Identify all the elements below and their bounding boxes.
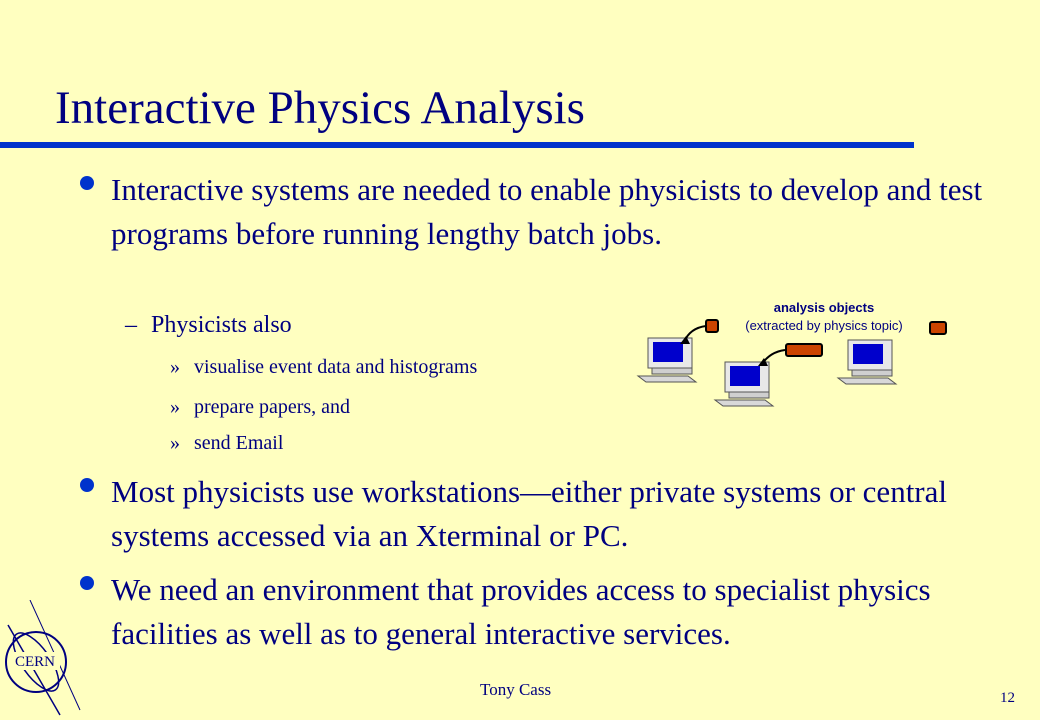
bullet-1-text: Interactive systems are needed to enable physicists to develop and test programs before running lengthy batch jobs.	[111, 172, 983, 251]
workstation-icon	[638, 338, 696, 382]
slide-title: Interactive Physics Analysis	[55, 82, 585, 134]
bullet-icon	[80, 576, 94, 590]
cern-logo	[0, 600, 90, 720]
sub-sub-bullet	[170, 354, 477, 380]
data-object-icon	[930, 322, 946, 334]
data-object-icon	[706, 320, 718, 332]
sub-sub-bullet-text: visualise event data and histograms	[194, 356, 478, 378]
sub-bullet	[125, 310, 292, 340]
footer-author: Tony Cass	[480, 680, 552, 699]
sub-bullet-text: Physicists also	[151, 312, 292, 338]
title-underline	[0, 142, 914, 148]
svg-text:CERN: CERN	[14, 654, 56, 670]
sub-sub-bullet	[170, 394, 350, 420]
analysis-diagram	[630, 300, 960, 410]
data-object-icon	[786, 344, 822, 356]
raquo-marker: »	[170, 432, 180, 454]
bullet-icon	[80, 176, 94, 190]
sub-sub-bullet-text: prepare papers, and	[194, 396, 351, 418]
sub-sub-bullet	[170, 430, 283, 456]
diagram-label-title: analysis objects	[773, 300, 875, 315]
workstation-icon	[838, 340, 896, 384]
raquo-marker: »	[170, 396, 180, 418]
sub-sub-bullet-text: send Email	[194, 432, 284, 454]
diagram-label-subtitle: (extracted by physics topic)	[745, 318, 903, 333]
page-number: 12	[1000, 690, 1015, 706]
bullet-3-text: We need an environment that provides access to specialist physics facilities as well as to general interactive services.	[111, 572, 931, 651]
bullet-icon	[80, 478, 94, 492]
raquo-marker: »	[170, 356, 180, 378]
bullet-2-text: Most physicists use workstations—either private systems or central systems accessed via an Xterminal or PC.	[111, 474, 948, 553]
workstation-icon	[715, 362, 773, 406]
dash-marker: –	[125, 312, 137, 338]
